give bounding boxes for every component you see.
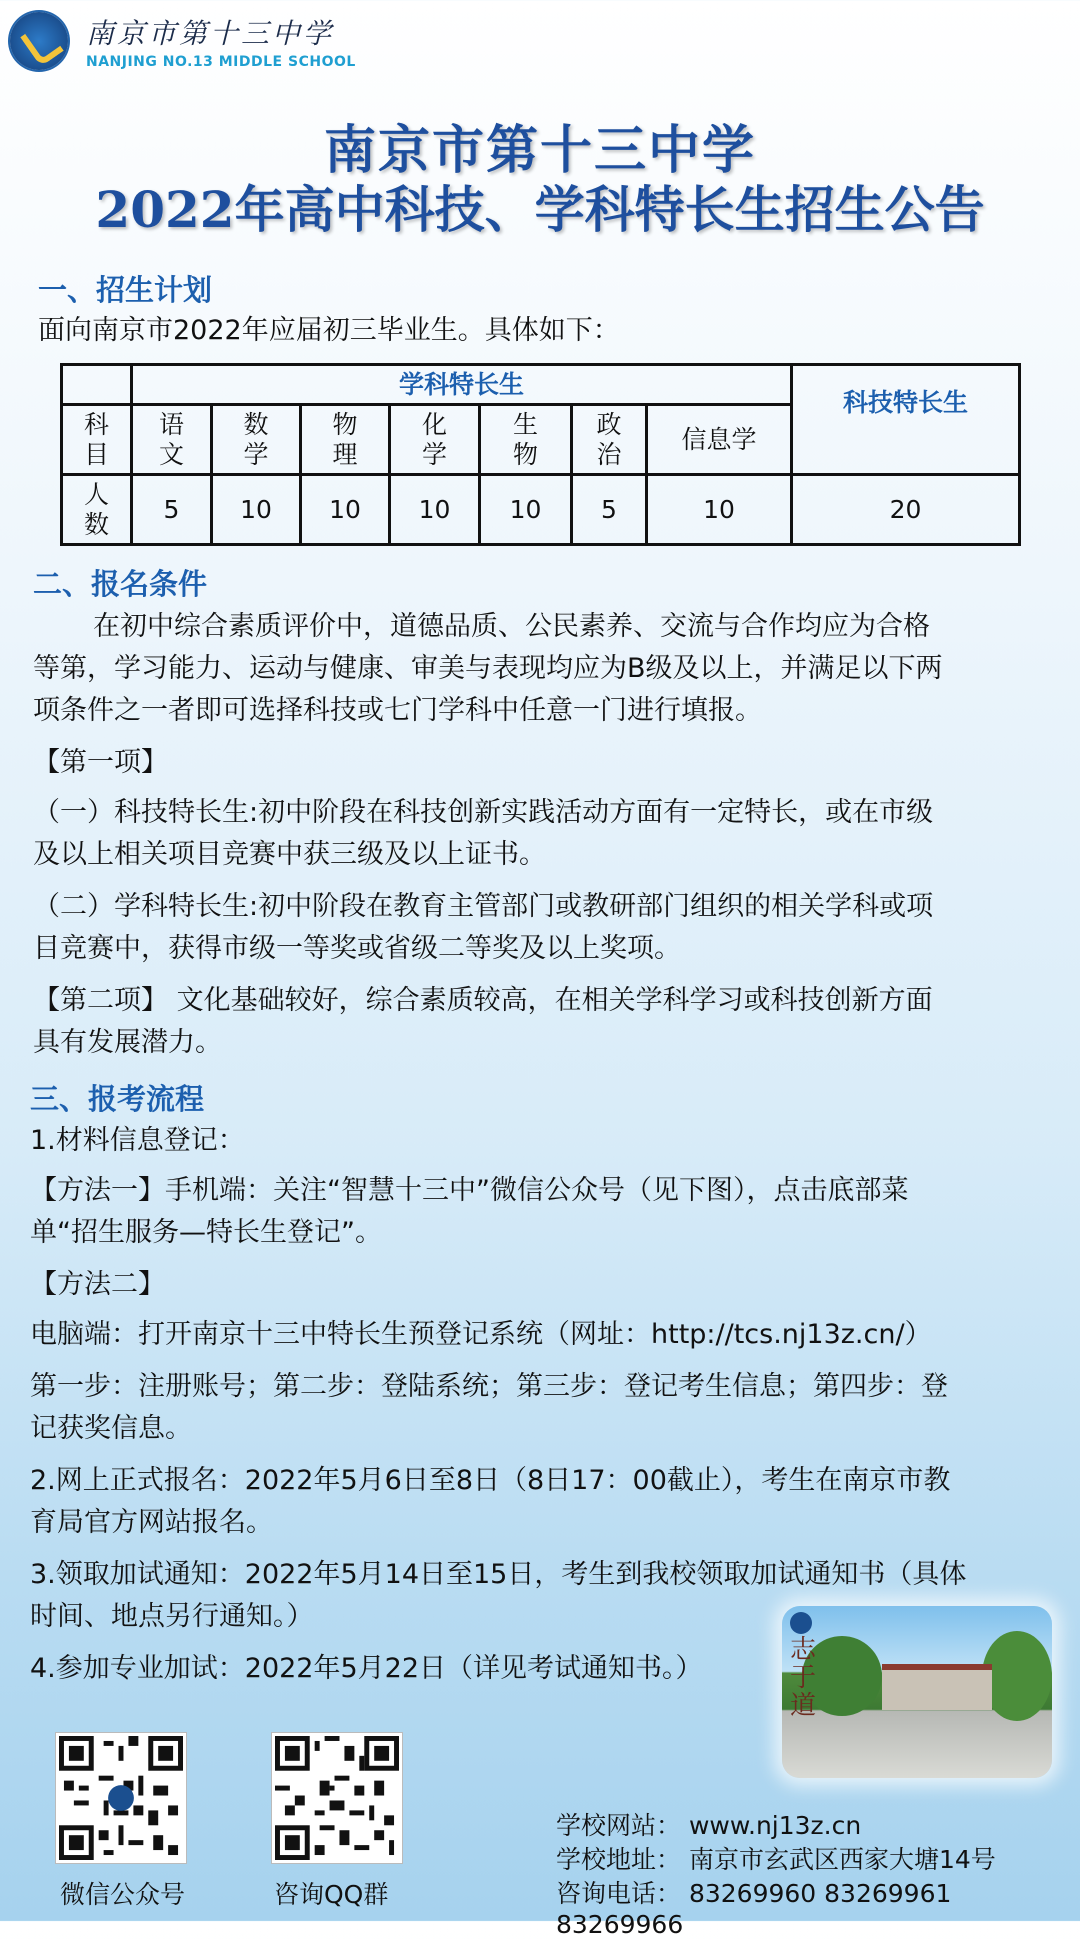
section2-item1b-line1: （二）学科特长生:初中阶段在教育主管部门或教研部门组织的相关学科或项	[33, 891, 934, 922]
section3-step2-line2: 育局官方网站报名。	[30, 1507, 273, 1538]
subject-cell	[390, 405, 480, 475]
section3-method2-steps-line2: 记获奖信息。	[30, 1413, 192, 1444]
subject-cell	[647, 405, 792, 475]
section3-step4: 4.参加专业加试：2022年5月22日（详见考试通知书。）	[30, 1653, 703, 1684]
section2-para1-line1: 在初中综合素质评价中，道德品质、公民素养、交流与合作均应为合格	[93, 611, 930, 642]
count-cell: 10	[647, 475, 792, 545]
section3-step1: 1.材料信息登记：	[30, 1125, 245, 1156]
group-academic-header: 学科特长生	[132, 365, 792, 405]
section3-method2-pc: 电脑端：打开南京十三中特长生预登记系统（网址：http://tcs.nj13z.cn/）	[30, 1319, 932, 1350]
subject-cell	[132, 405, 212, 475]
campus-photo	[782, 1606, 1052, 1778]
section3-step3-line2: 时间、地点另行通知。）	[30, 1601, 314, 1632]
row-label-count	[62, 475, 132, 545]
qq-group-qr-label: 咨询QQ群	[274, 1880, 389, 1909]
section3-step3-line1: 3.领取加试通知：2022年5月14日至15日，考生到我校领取加试通知书（具体	[30, 1559, 967, 1590]
row-label-subject	[62, 405, 132, 475]
section2-item1-heading: 【第一项】	[33, 747, 168, 778]
school-header	[10, 12, 356, 70]
footer-website: 学校网站： www.nj13z.cn	[556, 1811, 862, 1840]
section2-heading: 二、报名条件	[33, 567, 208, 601]
photo-calligraphy: 志于道	[790, 1635, 817, 1721]
table-corner-cell	[62, 365, 132, 405]
subject-biology: 生物	[512, 409, 538, 469]
subject-chinese: 语文	[158, 409, 184, 469]
subject-chemistry: 化学	[421, 409, 447, 469]
section2-item1b-line2: 目竞赛中，获得市级一等奖或省级二等奖及以上奖项。	[33, 933, 681, 964]
subject-physics: 物理	[332, 409, 358, 469]
wechat-qr-label: 微信公众号	[60, 1880, 186, 1909]
row-label-count-text: 人数	[83, 479, 109, 539]
section2-item2-line1: 【第二项】 文化基础较好，综合素质较高，在相关学科学习或科技创新方面	[33, 985, 933, 1016]
subject-informatics: 信息学	[681, 424, 757, 454]
school-name-cn: 南京市第十三中学	[86, 17, 335, 50]
photo-badge-icon	[790, 1612, 812, 1634]
footer-address: 学校地址： 南京市玄武区西家大塘14号	[556, 1845, 996, 1874]
section3-method2-heading: 【方法二】	[30, 1269, 165, 1300]
wechat-qr-code	[56, 1733, 186, 1863]
count-cell: 10	[301, 475, 390, 545]
subject-cell	[212, 405, 301, 475]
title-line-1: 南京市第十三中学	[323, 120, 756, 181]
section3-method1-line1: 【方法一】手机端：关注“智慧十三中”微信公众号（见下图），点击底部菜	[30, 1175, 909, 1206]
title-line-2: 2022年高中科技、学科特长生招生公告	[95, 180, 985, 239]
tech-count-cell: 20	[792, 475, 1020, 545]
section2-para1-line3: 项条件之一者即可选择科技或七门学科中任意一门进行填报。	[33, 695, 762, 726]
section3-method2-steps-line1: 第一步：注册账号；第二步：登陆系统；第三步：登记考生信息；第四步：登	[30, 1371, 948, 1402]
subject-cell	[572, 405, 647, 475]
subject-politics: 政治	[596, 409, 622, 469]
section3-step2-line1: 2.网上正式报名：2022年5月6日至8日（8日17：00截止），考生在南京市教	[30, 1465, 951, 1496]
school-name-en: NANJING NO.13 MIDDLE SCHOOL	[86, 54, 356, 70]
section1-heading: 一、招生计划	[38, 273, 213, 307]
subject-cell	[301, 405, 390, 475]
qr-code-icon	[59, 1736, 183, 1860]
school-logo-icon	[10, 12, 68, 70]
row-label-subject-text: 科目	[83, 409, 109, 469]
footer-phone: 咨询电话： 83269960 83269961 83269966	[556, 1879, 952, 1939]
subject-math: 数学	[243, 409, 269, 469]
subject-cell	[480, 405, 572, 475]
count-cell: 10	[480, 475, 572, 545]
section2-item1a-line2: 及以上相关项目竞赛中获三级及以上证书。	[33, 839, 546, 870]
section1-intro: 面向南京市2022年应届初三毕业生。具体如下：	[38, 315, 620, 346]
qr-code-icon	[275, 1736, 399, 1860]
photo-building	[882, 1664, 992, 1710]
count-cell: 5	[132, 475, 212, 545]
qq-group-qr-code	[272, 1733, 402, 1863]
count-cell: 10	[390, 475, 480, 545]
section3-heading: 三、报考流程	[30, 1082, 205, 1116]
section2-para1-line2: 等第，学习能力、运动与健康、审美与表现均应为B级及以上，并满足以下两	[33, 653, 943, 684]
school-name-block	[86, 12, 356, 70]
count-cell: 10	[212, 475, 301, 545]
group-tech-header: 科技特长生	[792, 365, 1020, 475]
section3-method1-line2: 单“招生服务—特长生登记”。	[30, 1217, 382, 1248]
enrollment-plan-table	[60, 363, 1021, 546]
section2-item1a-line1: （一）科技特长生:初中阶段在科技创新实践活动方面有一定特长，或在市级	[33, 797, 934, 828]
count-cell: 5	[572, 475, 647, 545]
section2-item2-line2: 具有发展潜力。	[33, 1027, 222, 1058]
photo-tree	[982, 1631, 1052, 1721]
